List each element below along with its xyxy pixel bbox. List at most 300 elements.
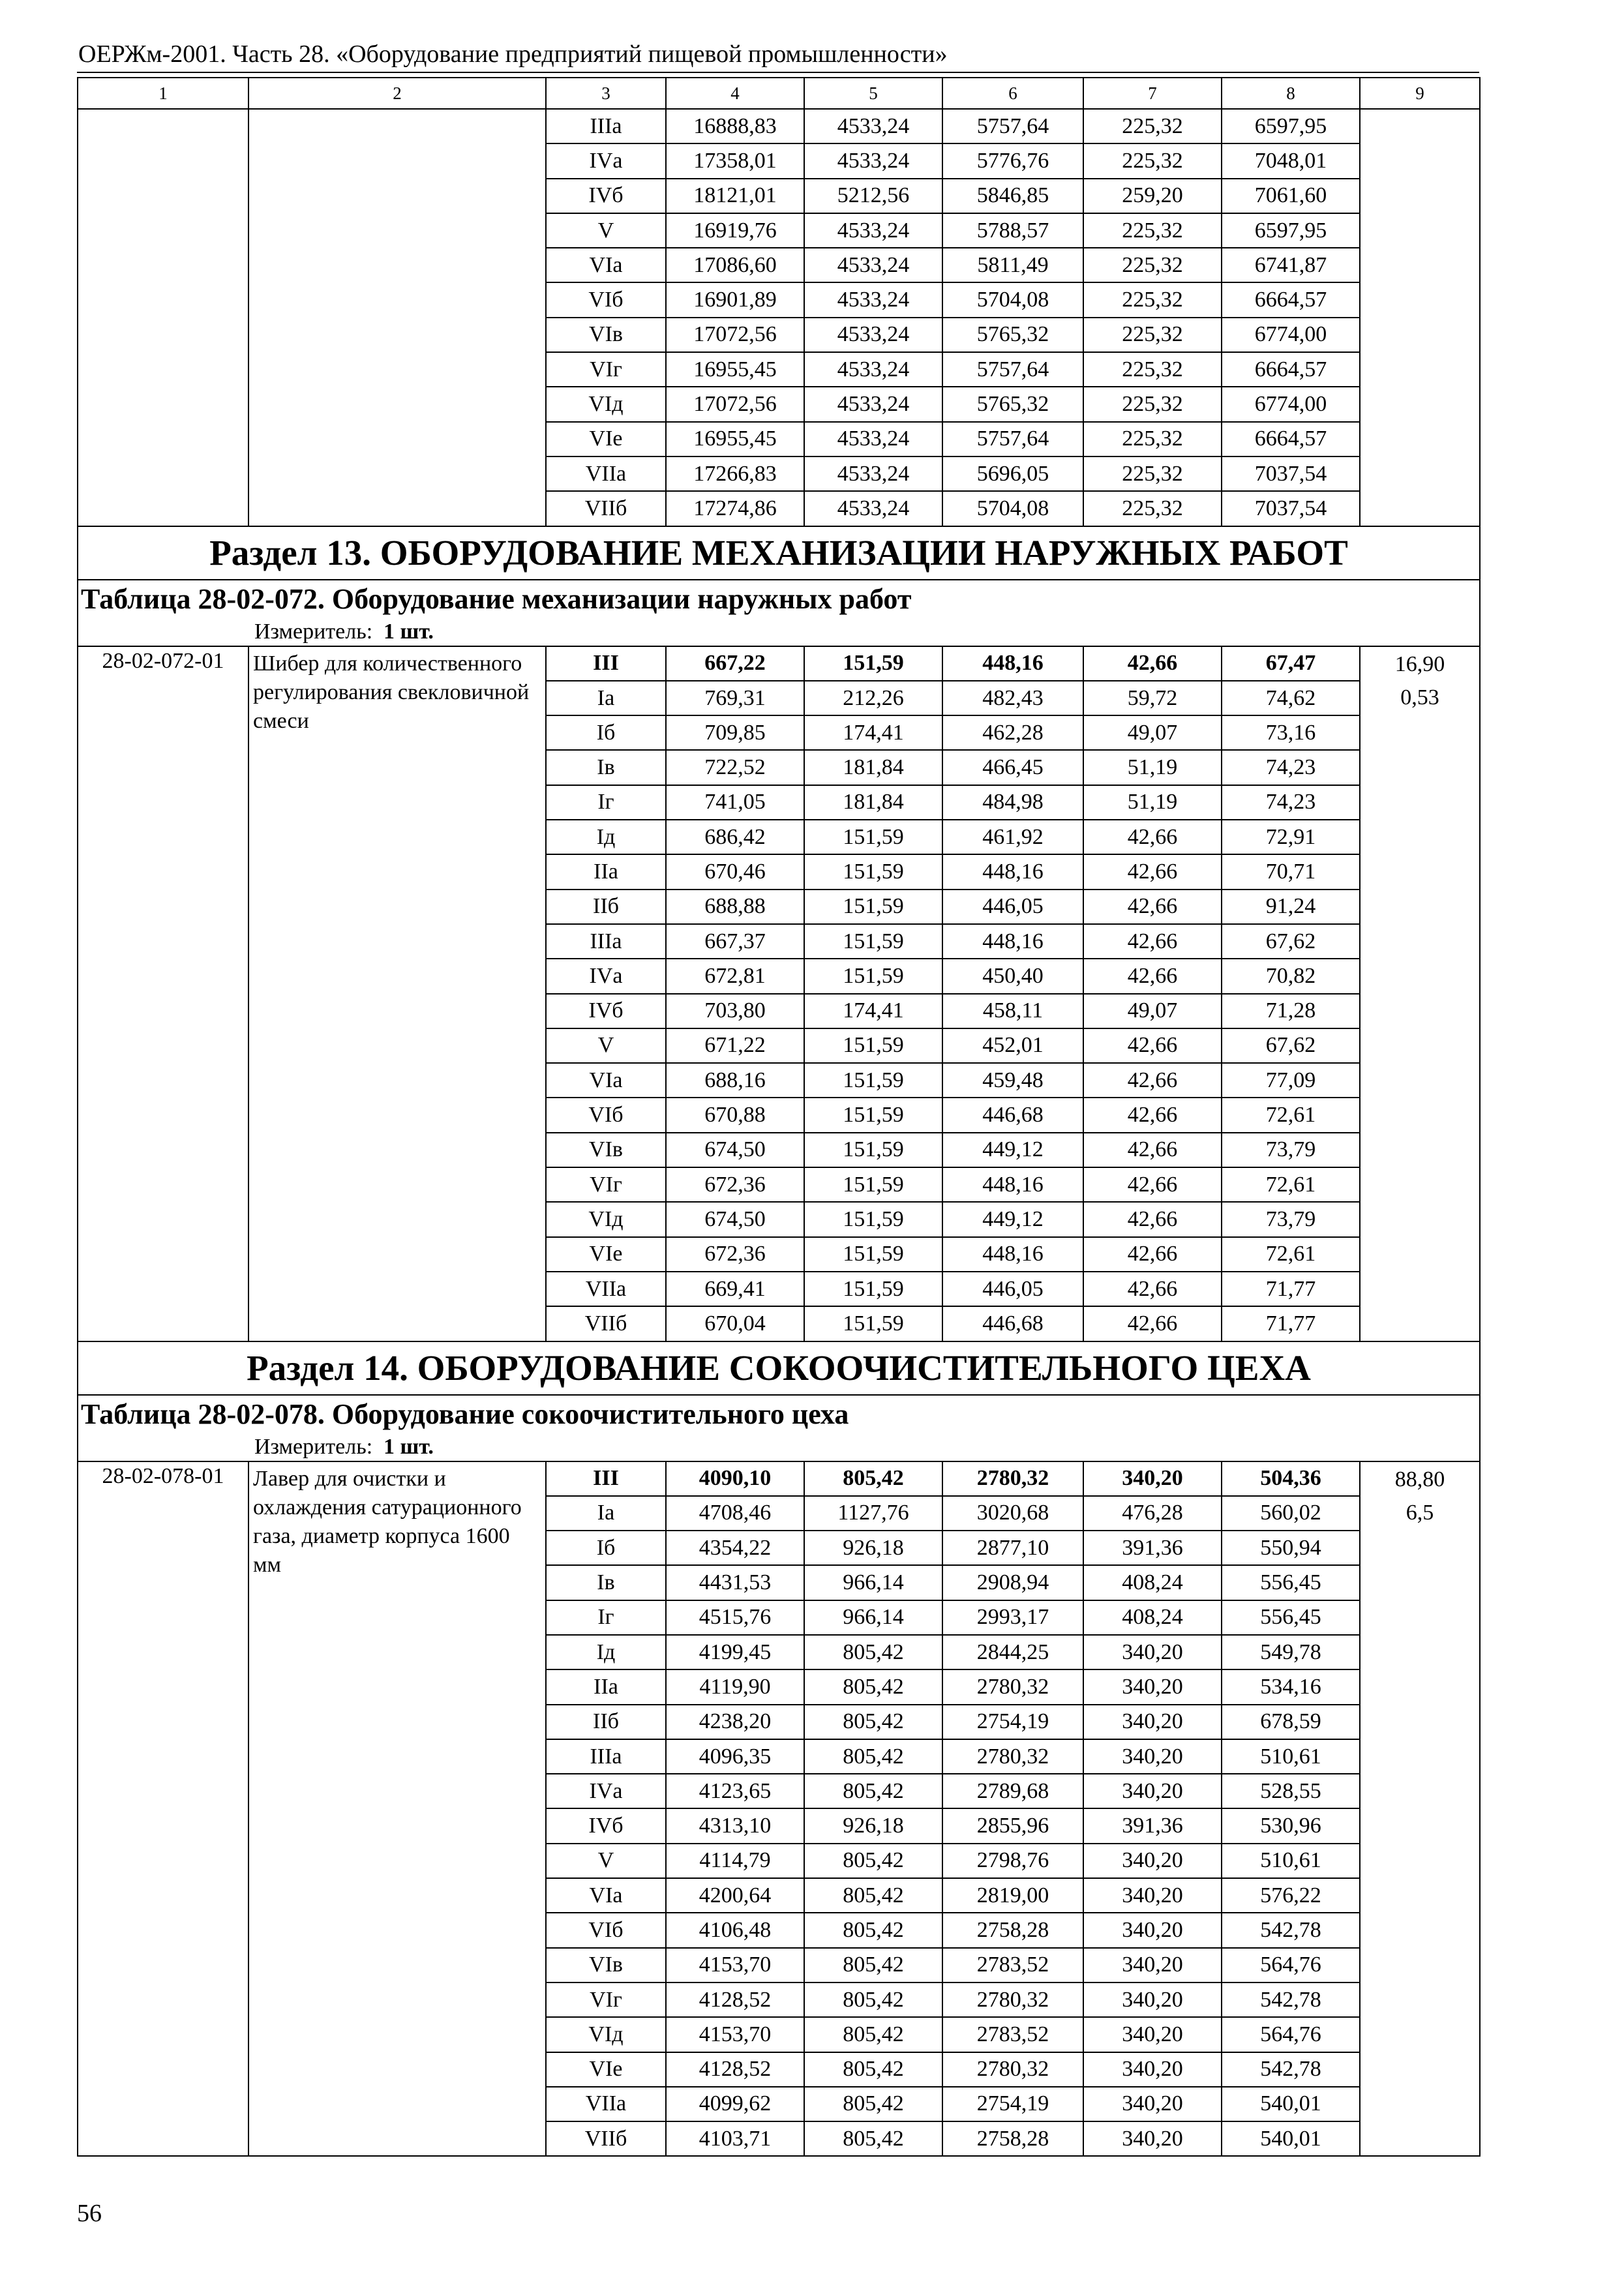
value-cell: 2780,32 xyxy=(942,2052,1083,2087)
item-code: 28-02-078-01 xyxy=(78,1461,248,2157)
value-cell: 340,20 xyxy=(1083,1705,1222,1739)
value-cell: 805,42 xyxy=(804,1774,942,1808)
value-cell: 4533,24 xyxy=(804,282,942,317)
value-cell: 49,07 xyxy=(1083,994,1222,1028)
value-cell: 4533,24 xyxy=(804,109,942,143)
value-cell: 805,42 xyxy=(804,1669,942,1704)
value-cell: 2993,17 xyxy=(942,1600,1083,1635)
value-cell: 5212,56 xyxy=(804,179,942,213)
value-cell: 667,22 xyxy=(666,646,804,681)
value-cell: 4200,64 xyxy=(666,1878,804,1913)
value-cell: 476,28 xyxy=(1083,1496,1222,1531)
zone-cell: Iг xyxy=(546,785,666,820)
value-cell: 448,16 xyxy=(942,646,1083,681)
value-cell: 678,59 xyxy=(1222,1705,1360,1739)
value-cell: 504,36 xyxy=(1222,1461,1360,1496)
value-cell: 466,45 xyxy=(942,750,1083,785)
table-title-row xyxy=(78,1395,1480,1433)
value-cell: 2798,76 xyxy=(942,1844,1083,1878)
value-cell: 669,41 xyxy=(666,1272,804,1306)
value-cell: 17358,01 xyxy=(666,143,804,178)
value-cell: 6664,57 xyxy=(1222,282,1360,317)
value-cell: 549,78 xyxy=(1222,1635,1360,1669)
value-cell: 74,23 xyxy=(1222,750,1360,785)
value-cell: 225,32 xyxy=(1083,491,1222,526)
value-cell: 540,01 xyxy=(1222,2121,1360,2156)
zone-cell: Iд xyxy=(546,1635,666,1669)
weight-cell xyxy=(1360,1461,1480,2157)
value-cell: 181,84 xyxy=(804,750,942,785)
value-cell: 7048,01 xyxy=(1222,143,1360,178)
zone-cell: IIIа xyxy=(546,924,666,959)
zone-cell: VIг xyxy=(546,352,666,387)
value-cell: 446,68 xyxy=(942,1306,1083,1341)
value-cell: 4354,22 xyxy=(666,1531,804,1565)
value-cell: 340,20 xyxy=(1083,1878,1222,1913)
value-cell: 151,59 xyxy=(804,1202,942,1236)
section-title-row xyxy=(78,1341,1480,1395)
value-cell: 4533,24 xyxy=(804,352,942,387)
value-cell: 340,20 xyxy=(1083,2052,1222,2087)
section-title-row xyxy=(78,526,1480,580)
value-cell: 340,20 xyxy=(1083,2121,1222,2156)
value-cell: 560,02 xyxy=(1222,1496,1360,1531)
value-cell: 340,20 xyxy=(1083,2087,1222,2121)
value-cell: 16955,45 xyxy=(666,352,804,387)
value-cell: 6741,87 xyxy=(1222,248,1360,282)
zone-cell: VIб xyxy=(546,1098,666,1132)
value-cell: 2783,52 xyxy=(942,2017,1083,2052)
value-cell: 77,09 xyxy=(1222,1063,1360,1098)
zone-cell: VIIб xyxy=(546,2121,666,2156)
column-number: 4 xyxy=(666,78,804,109)
value-cell: 7037,54 xyxy=(1222,491,1360,526)
zone-cell: VIе xyxy=(546,2052,666,2087)
value-cell: 6774,00 xyxy=(1222,318,1360,352)
zone-cell: VIIа xyxy=(546,456,666,491)
value-cell: 340,20 xyxy=(1083,2017,1222,2052)
value-cell: 688,16 xyxy=(666,1063,804,1098)
value-cell: 151,59 xyxy=(804,646,942,681)
value-cell: 542,78 xyxy=(1222,1913,1360,1947)
value-cell: 672,36 xyxy=(666,1237,804,1272)
value-cell: 151,59 xyxy=(804,1098,942,1132)
value-cell: 2844,25 xyxy=(942,1635,1083,1669)
value-cell: 2855,96 xyxy=(942,1808,1083,1843)
value-cell: 212,26 xyxy=(804,681,942,715)
value-cell: 151,59 xyxy=(804,1272,942,1306)
value-cell: 4090,10 xyxy=(666,1461,804,1496)
value-cell: 2877,10 xyxy=(942,1531,1083,1565)
weight-value: 0,53 xyxy=(1400,685,1439,710)
value-cell: 181,84 xyxy=(804,785,942,820)
value-cell: 225,32 xyxy=(1083,248,1222,282)
value-cell: 805,42 xyxy=(804,1948,942,1982)
value-cell: 4313,10 xyxy=(666,1808,804,1843)
value-cell: 17274,86 xyxy=(666,491,804,526)
value-cell: 340,20 xyxy=(1083,1635,1222,1669)
value-cell: 5811,49 xyxy=(942,248,1083,282)
value-cell: 73,79 xyxy=(1222,1133,1360,1167)
value-cell: 151,59 xyxy=(804,1133,942,1167)
value-cell: 5757,64 xyxy=(942,109,1083,143)
value-cell: 72,61 xyxy=(1222,1167,1360,1202)
value-cell: 805,42 xyxy=(804,2087,942,2121)
value-cell: 4128,52 xyxy=(666,1982,804,2017)
value-cell: 51,19 xyxy=(1083,785,1222,820)
value-cell: 408,24 xyxy=(1083,1600,1222,1635)
value-cell: 16955,45 xyxy=(666,422,804,456)
value-cell: 5765,32 xyxy=(942,318,1083,352)
value-cell: 670,88 xyxy=(666,1098,804,1132)
zone-cell: IIIа xyxy=(546,109,666,143)
value-cell: 671,22 xyxy=(666,1028,804,1063)
value-cell: 17072,56 xyxy=(666,318,804,352)
value-cell: 484,98 xyxy=(942,785,1083,820)
value-cell: 450,40 xyxy=(942,959,1083,993)
value-cell: 391,36 xyxy=(1083,1531,1222,1565)
value-cell: 556,45 xyxy=(1222,1565,1360,1600)
zone-cell: Iг xyxy=(546,1600,666,1635)
value-cell: 340,20 xyxy=(1083,1913,1222,1947)
column-number: 6 xyxy=(942,78,1083,109)
zone-cell: VIа xyxy=(546,1878,666,1913)
value-cell: 709,85 xyxy=(666,715,804,750)
value-cell: 805,42 xyxy=(804,1844,942,1878)
value-cell: 4533,24 xyxy=(804,456,942,491)
value-cell: 42,66 xyxy=(1083,1306,1222,1341)
column-number: 1 xyxy=(78,78,248,109)
zone-cell: IVб xyxy=(546,1808,666,1843)
value-cell: 408,24 xyxy=(1083,1565,1222,1600)
value-cell: 71,28 xyxy=(1222,994,1360,1028)
value-cell: 17072,56 xyxy=(666,387,804,421)
value-cell: 448,16 xyxy=(942,1167,1083,1202)
value-cell: 674,50 xyxy=(666,1133,804,1167)
value-cell: 42,66 xyxy=(1083,1098,1222,1132)
value-cell: 2780,32 xyxy=(942,1739,1083,1774)
value-cell: 16919,76 xyxy=(666,213,804,248)
value-cell: 458,11 xyxy=(942,994,1083,1028)
value-cell: 225,32 xyxy=(1083,143,1222,178)
table-body xyxy=(78,78,1480,2156)
value-cell: 225,32 xyxy=(1083,318,1222,352)
weight-cell-empty xyxy=(1360,109,1480,526)
value-cell: 446,05 xyxy=(942,1272,1083,1306)
value-cell: 6597,95 xyxy=(1222,213,1360,248)
code-cell-empty xyxy=(78,109,248,526)
value-cell: 340,20 xyxy=(1083,1774,1222,1808)
value-cell: 71,77 xyxy=(1222,1306,1360,1341)
value-cell: 72,91 xyxy=(1222,820,1360,854)
value-cell: 42,66 xyxy=(1083,646,1222,681)
zone-cell: VIд xyxy=(546,2017,666,2052)
running-header: ОЕРЖм-2001. Часть 28. «Оборудование предприятий пищевой промышленности» xyxy=(78,40,948,68)
value-cell: 2754,19 xyxy=(942,1705,1083,1739)
zone-cell: IIIа xyxy=(546,1739,666,1774)
value-cell: 805,42 xyxy=(804,1982,942,2017)
value-cell: 528,55 xyxy=(1222,1774,1360,1808)
value-cell: 7037,54 xyxy=(1222,456,1360,491)
value-cell: 1127,76 xyxy=(804,1496,942,1531)
value-cell: 448,16 xyxy=(942,854,1083,889)
value-cell: 72,61 xyxy=(1222,1237,1360,1272)
value-cell: 16888,83 xyxy=(666,109,804,143)
value-cell: 4128,52 xyxy=(666,2052,804,2087)
zone-cell: V xyxy=(546,1028,666,1063)
item-code: 28-02-072-01 xyxy=(78,646,248,1341)
zone-cell: IVа xyxy=(546,143,666,178)
value-cell: 6664,57 xyxy=(1222,352,1360,387)
value-cell: 4533,24 xyxy=(804,387,942,421)
value-cell: 340,20 xyxy=(1083,1948,1222,1982)
value-cell: 805,42 xyxy=(804,1461,942,1496)
value-cell: 550,94 xyxy=(1222,1531,1360,1565)
table-row xyxy=(78,109,1480,143)
value-cell: 2908,94 xyxy=(942,1565,1083,1600)
value-cell: 461,92 xyxy=(942,820,1083,854)
zone-cell: Iд xyxy=(546,820,666,854)
zone-cell: IIа xyxy=(546,1669,666,1704)
zone-cell: VIб xyxy=(546,1913,666,1947)
zone-cell: VIIа xyxy=(546,1272,666,1306)
value-cell: 151,59 xyxy=(804,1167,942,1202)
value-cell: 510,61 xyxy=(1222,1739,1360,1774)
value-cell: 2783,52 xyxy=(942,1948,1083,1982)
zone-cell: VIд xyxy=(546,387,666,421)
zone-cell: Iб xyxy=(546,1531,666,1565)
value-cell: 446,68 xyxy=(942,1098,1083,1132)
item-name: Шибер для количественного регулирования свекловичной смеси xyxy=(248,646,546,1341)
value-cell: 805,42 xyxy=(804,1913,942,1947)
value-cell: 564,76 xyxy=(1222,2017,1360,2052)
value-cell: 686,42 xyxy=(666,820,804,854)
value-cell: 49,07 xyxy=(1083,715,1222,750)
value-cell: 5704,08 xyxy=(942,282,1083,317)
value-cell: 340,20 xyxy=(1083,1739,1222,1774)
page-number: 56 xyxy=(77,2200,102,2227)
zone-cell: IVб xyxy=(546,994,666,1028)
value-cell: 225,32 xyxy=(1083,282,1222,317)
value-cell: 688,88 xyxy=(666,890,804,924)
value-cell: 4533,24 xyxy=(804,248,942,282)
value-cell: 2754,19 xyxy=(942,2087,1083,2121)
zone-cell: Iа xyxy=(546,681,666,715)
zone-cell: Iв xyxy=(546,1565,666,1600)
value-cell: 73,79 xyxy=(1222,1202,1360,1236)
zone-cell: VIIа xyxy=(546,2087,666,2121)
column-number: 9 xyxy=(1360,78,1480,109)
value-cell: 5765,32 xyxy=(942,387,1083,421)
value-cell: 151,59 xyxy=(804,1306,942,1341)
value-cell: 4099,62 xyxy=(666,2087,804,2121)
value-cell: 74,23 xyxy=(1222,785,1360,820)
value-cell: 18121,01 xyxy=(666,179,804,213)
value-cell: 4533,24 xyxy=(804,491,942,526)
value-cell: 72,61 xyxy=(1222,1098,1360,1132)
value-cell: 70,82 xyxy=(1222,959,1360,993)
zone-cell: VIа xyxy=(546,1063,666,1098)
zone-cell: Iа xyxy=(546,1496,666,1531)
value-cell: 2780,32 xyxy=(942,1982,1083,2017)
value-cell: 42,66 xyxy=(1083,959,1222,993)
value-cell: 67,62 xyxy=(1222,1028,1360,1063)
value-cell: 5757,64 xyxy=(942,352,1083,387)
value-cell: 805,42 xyxy=(804,2017,942,2052)
value-cell: 67,47 xyxy=(1222,646,1360,681)
value-cell: 4106,48 xyxy=(666,1913,804,1947)
value-cell: 670,46 xyxy=(666,854,804,889)
value-cell: 340,20 xyxy=(1083,1982,1222,2017)
value-cell: 16901,89 xyxy=(666,282,804,317)
unit-cell xyxy=(78,1433,1480,1461)
value-cell: 741,05 xyxy=(666,785,804,820)
weight-value: 6,5 xyxy=(1406,1500,1434,1525)
column-number: 2 xyxy=(248,78,546,109)
section-title: Раздел 14. ОБОРУДОВАНИЕ СОКООЧИСТИТЕЛЬНОГО ЦЕХА xyxy=(78,1341,1480,1395)
zone-cell: Iб xyxy=(546,715,666,750)
value-cell: 73,16 xyxy=(1222,715,1360,750)
value-cell: 42,66 xyxy=(1083,1167,1222,1202)
zone-cell: VIг xyxy=(546,1982,666,2017)
column-number: 7 xyxy=(1083,78,1222,109)
value-cell: 4708,46 xyxy=(666,1496,804,1531)
value-cell: 805,42 xyxy=(804,1739,942,1774)
zone-cell: VIа xyxy=(546,248,666,282)
value-cell: 42,66 xyxy=(1083,1133,1222,1167)
value-cell: 151,59 xyxy=(804,854,942,889)
value-cell: 672,81 xyxy=(666,959,804,993)
unit-cell xyxy=(78,618,1480,646)
value-cell: 340,20 xyxy=(1083,1461,1222,1496)
value-cell: 448,16 xyxy=(942,1237,1083,1272)
value-cell: 225,32 xyxy=(1083,387,1222,421)
value-cell: 51,19 xyxy=(1083,750,1222,785)
value-cell: 2789,68 xyxy=(942,1774,1083,1808)
zone-cell: VIд xyxy=(546,1202,666,1236)
value-cell: 151,59 xyxy=(804,1063,942,1098)
weight-cell xyxy=(1360,646,1480,1341)
value-cell: 4238,20 xyxy=(666,1705,804,1739)
zone-cell: V xyxy=(546,213,666,248)
value-cell: 2780,32 xyxy=(942,1669,1083,1704)
zone-cell: VIе xyxy=(546,1237,666,1272)
value-cell: 42,66 xyxy=(1083,890,1222,924)
unit-value: 1 шт. xyxy=(383,1434,434,1459)
value-cell: 4431,53 xyxy=(666,1565,804,1600)
value-cell: 667,37 xyxy=(666,924,804,959)
zone-cell: IIб xyxy=(546,1705,666,1739)
value-cell: 672,36 xyxy=(666,1167,804,1202)
value-cell: 151,59 xyxy=(804,820,942,854)
unit-value: 1 шт. xyxy=(383,619,434,644)
zone-cell: III xyxy=(546,646,666,681)
zone-cell: VIв xyxy=(546,1948,666,1982)
value-cell: 446,05 xyxy=(942,890,1083,924)
value-cell: 3020,68 xyxy=(942,1496,1083,1531)
table-title-row xyxy=(78,580,1480,618)
value-cell: 340,20 xyxy=(1083,1669,1222,1704)
name-cell-empty xyxy=(248,109,546,526)
value-cell: 6774,00 xyxy=(1222,387,1360,421)
value-cell: 4515,76 xyxy=(666,1600,804,1635)
table-row xyxy=(78,646,1480,681)
column-number: 5 xyxy=(804,78,942,109)
value-cell: 259,20 xyxy=(1083,179,1222,213)
value-cell: 225,32 xyxy=(1083,352,1222,387)
value-cell: 5776,76 xyxy=(942,143,1083,178)
value-cell: 2819,00 xyxy=(942,1878,1083,1913)
document-page xyxy=(77,39,1479,2157)
value-cell: 151,59 xyxy=(804,924,942,959)
value-cell: 510,61 xyxy=(1222,1844,1360,1878)
value-cell: 4114,79 xyxy=(666,1844,804,1878)
value-cell: 5704,08 xyxy=(942,491,1083,526)
value-cell: 340,20 xyxy=(1083,1844,1222,1878)
value-cell: 670,04 xyxy=(666,1306,804,1341)
value-cell: 2758,28 xyxy=(942,1913,1083,1947)
value-cell: 542,78 xyxy=(1222,1982,1360,2017)
rates-table xyxy=(77,77,1481,2157)
zone-cell: Iв xyxy=(546,750,666,785)
value-cell: 5846,85 xyxy=(942,179,1083,213)
unit-row xyxy=(78,1433,1480,1461)
zone-cell: VIв xyxy=(546,1133,666,1167)
zone-cell: III xyxy=(546,1461,666,1496)
value-cell: 151,59 xyxy=(804,1237,942,1272)
value-cell: 7061,60 xyxy=(1222,179,1360,213)
value-cell: 4199,45 xyxy=(666,1635,804,1669)
zone-cell: VIе xyxy=(546,422,666,456)
value-cell: 540,01 xyxy=(1222,2087,1360,2121)
value-cell: 564,76 xyxy=(1222,1948,1360,1982)
value-cell: 449,12 xyxy=(942,1133,1083,1167)
value-cell: 174,41 xyxy=(804,715,942,750)
value-cell: 530,96 xyxy=(1222,1808,1360,1843)
table-title: Таблица 28-02-072. Оборудование механизации наружных работ xyxy=(78,580,1480,618)
zone-cell: IVб xyxy=(546,179,666,213)
zone-cell: IVа xyxy=(546,959,666,993)
value-cell: 459,48 xyxy=(942,1063,1083,1098)
value-cell: 4103,71 xyxy=(666,2121,804,2156)
value-cell: 42,66 xyxy=(1083,854,1222,889)
column-number: 8 xyxy=(1222,78,1360,109)
value-cell: 482,43 xyxy=(942,681,1083,715)
value-cell: 42,66 xyxy=(1083,1063,1222,1098)
value-cell: 4153,70 xyxy=(666,2017,804,2052)
value-cell: 42,66 xyxy=(1083,1028,1222,1063)
value-cell: 674,50 xyxy=(666,1202,804,1236)
value-cell: 42,66 xyxy=(1083,1202,1222,1236)
value-cell: 5788,57 xyxy=(942,213,1083,248)
value-cell: 452,01 xyxy=(942,1028,1083,1063)
value-cell: 805,42 xyxy=(804,1878,942,1913)
column-number: 3 xyxy=(546,78,666,109)
table-title: Таблица 28-02-078. Оборудование сокоочистительного цеха xyxy=(78,1395,1480,1433)
value-cell: 2758,28 xyxy=(942,2121,1083,2156)
item-name: Лавер для очистки и охлаждения сатурационного газа, диаметр корпуса 1600 мм xyxy=(248,1461,546,2157)
value-cell: 4533,24 xyxy=(804,422,942,456)
value-cell: 5757,64 xyxy=(942,422,1083,456)
table-row xyxy=(78,1461,1480,1496)
value-cell: 42,66 xyxy=(1083,820,1222,854)
value-cell: 151,59 xyxy=(804,890,942,924)
column-number-row xyxy=(78,78,1480,109)
value-cell: 151,59 xyxy=(804,959,942,993)
value-cell: 542,78 xyxy=(1222,2052,1360,2087)
zone-cell: VIIб xyxy=(546,1306,666,1341)
unit-label: Измеритель: xyxy=(254,1434,373,1459)
